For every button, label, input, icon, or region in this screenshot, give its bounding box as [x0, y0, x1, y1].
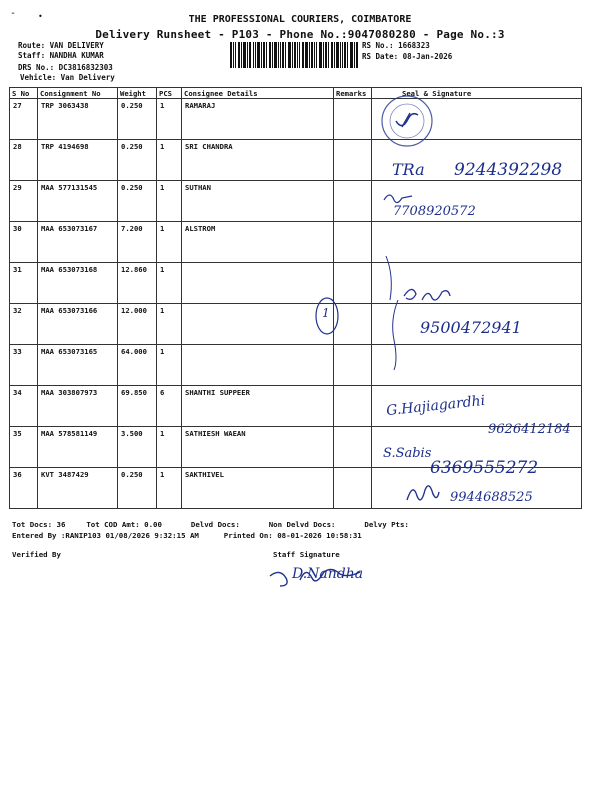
handwritten-phone-row35: 6369555272	[430, 458, 539, 478]
round-seal-stamp	[382, 96, 432, 146]
row-consignment: MAA 653073165	[38, 345, 118, 386]
handwritten-circled-number: 1	[322, 306, 330, 320]
corner-dot-mark: •	[38, 12, 43, 21]
staff-signature-handwritten: D.Nandha	[292, 566, 364, 582]
row-consignment: TRP 3063438	[38, 99, 118, 140]
row-pcs: 1	[157, 263, 182, 304]
row-pcs: 1	[157, 140, 182, 181]
row-sno: 32	[10, 304, 38, 345]
handwritten-phone-row32: 9500472941	[420, 318, 522, 337]
row-weight: 0.250	[118, 468, 157, 509]
row-consignment: KVT 3487429	[38, 468, 118, 509]
col-seal-signature: Seal & Signature	[372, 88, 582, 99]
signature-row32-scribble	[386, 256, 450, 370]
row-sno: 29	[10, 181, 38, 222]
row-weight: 3.500	[118, 427, 157, 468]
handwritten-phone-row36: 9944688525	[450, 490, 533, 505]
staff-label: Staff: NANDHA KUMAR	[18, 51, 104, 60]
row-consignee: RAMARAJ	[182, 99, 334, 140]
row-consignee: SHANTHI SUPPEER	[182, 386, 334, 427]
total-docs: Tot Docs: 36	[12, 520, 66, 529]
signature-row29-scribble	[384, 195, 412, 203]
row-consignment: MAA 577131545	[38, 181, 118, 222]
row-consignment: MAA 653073167	[38, 222, 118, 263]
handwritten-phone-row28: 9244392298	[454, 160, 563, 180]
vehicle-label: Vehicle: Van Delivery	[20, 73, 115, 82]
staff-signature-label: Staff Signature	[273, 550, 340, 559]
row-weight: 0.250	[118, 140, 157, 181]
handwritten-phone-row34: 9626412184	[488, 422, 571, 437]
col-sno: S No	[10, 88, 38, 99]
entered-printed-line	[12, 530, 592, 541]
printed-on: Printed On: 08-01-2026 10:58:31	[223, 531, 362, 540]
row-consignee: SATHIESH WAEAN	[182, 427, 334, 468]
row-consignment: MAA 303807973	[38, 386, 118, 427]
rs-date: RS Date: 08-Jan-2026	[362, 52, 453, 61]
corner-dash-mark: -	[10, 8, 17, 19]
row-consignment: TRP 4194698	[38, 140, 118, 181]
row-pcs: 1	[157, 468, 182, 509]
route-label: Route: VAN DELIVERY	[18, 41, 104, 50]
delivered-docs: Delvd Docs:	[190, 520, 240, 529]
col-consignee: Consignee Details	[182, 88, 334, 99]
row-pcs: 1	[157, 427, 182, 468]
row-consignee: SRI CHANDRA	[182, 140, 334, 181]
totals-line	[12, 519, 592, 530]
handwritten-name-row35: S.Sabis	[383, 446, 432, 461]
row-pcs: 1	[157, 304, 182, 345]
col-pcs: PCS	[157, 88, 182, 99]
signature-row36-scribble	[407, 486, 439, 500]
row-pcs: 1	[157, 99, 182, 140]
row-sno: 35	[10, 427, 38, 468]
row-consignment: MAA 578581149	[38, 427, 118, 468]
row-sno: 28	[10, 140, 38, 181]
non-delivered-docs: Non Delvd Docs:	[268, 520, 336, 529]
delivery-points: Delvy Pts:	[364, 520, 409, 529]
row-pcs: 1	[157, 345, 182, 386]
row-weight: 0.250	[118, 181, 157, 222]
entered-by: Entered By :RANIP103 01/08/2026 9:32:15 AM	[12, 531, 199, 540]
row-sno: 30	[10, 222, 38, 263]
row-consignment: MAA 653073166	[38, 304, 118, 345]
total-cod-amount: Tot COD Amt: 0.00	[86, 520, 162, 529]
row-weight: 0.250	[118, 99, 157, 140]
drs-label: DRS No.: DC3816832303	[18, 63, 113, 72]
row-sno: 33	[10, 345, 38, 386]
row-weight: 64.000	[118, 345, 157, 386]
handwritten-prefix-row28: TRa	[392, 160, 425, 179]
row-pcs: 1	[157, 222, 182, 263]
row-consignee: SUTHAN	[182, 181, 334, 222]
row-weight: 69.850	[118, 386, 157, 427]
runsheet-subtitle: Delivery Runsheet - P103 - Phone No.:9047080280 - Page No.:3	[95, 28, 505, 41]
row-consignee: SAKTHIVEL	[182, 468, 334, 509]
row-weight: 12.000	[118, 304, 157, 345]
rs-number: RS No.: 1668323	[362, 41, 430, 50]
col-consignment: Consignment No	[38, 88, 118, 99]
handwritten-phone-row29: 7708920572	[393, 204, 476, 219]
col-weight: Weight	[118, 88, 157, 99]
handwritten-name-row34: G.Hajiagardhi	[385, 392, 486, 420]
row-pcs: 1	[157, 181, 182, 222]
col-remarks: Remarks	[334, 88, 372, 99]
row-pcs: 6	[157, 386, 182, 427]
row-weight: 12.860	[118, 263, 157, 304]
row-sno: 27	[10, 99, 38, 140]
company-title: THE PROFESSIONAL COURIERS, COIMBATORE	[188, 14, 412, 25]
row-sno: 36	[10, 468, 38, 509]
row-consignment: MAA 653073168	[38, 263, 118, 304]
row-sno: 31	[10, 263, 38, 304]
row-weight: 7.200	[118, 222, 157, 263]
verified-by-label: Verified By	[12, 550, 61, 559]
row-sno: 34	[10, 386, 38, 427]
row-consignee: ALSTROM	[182, 222, 334, 263]
